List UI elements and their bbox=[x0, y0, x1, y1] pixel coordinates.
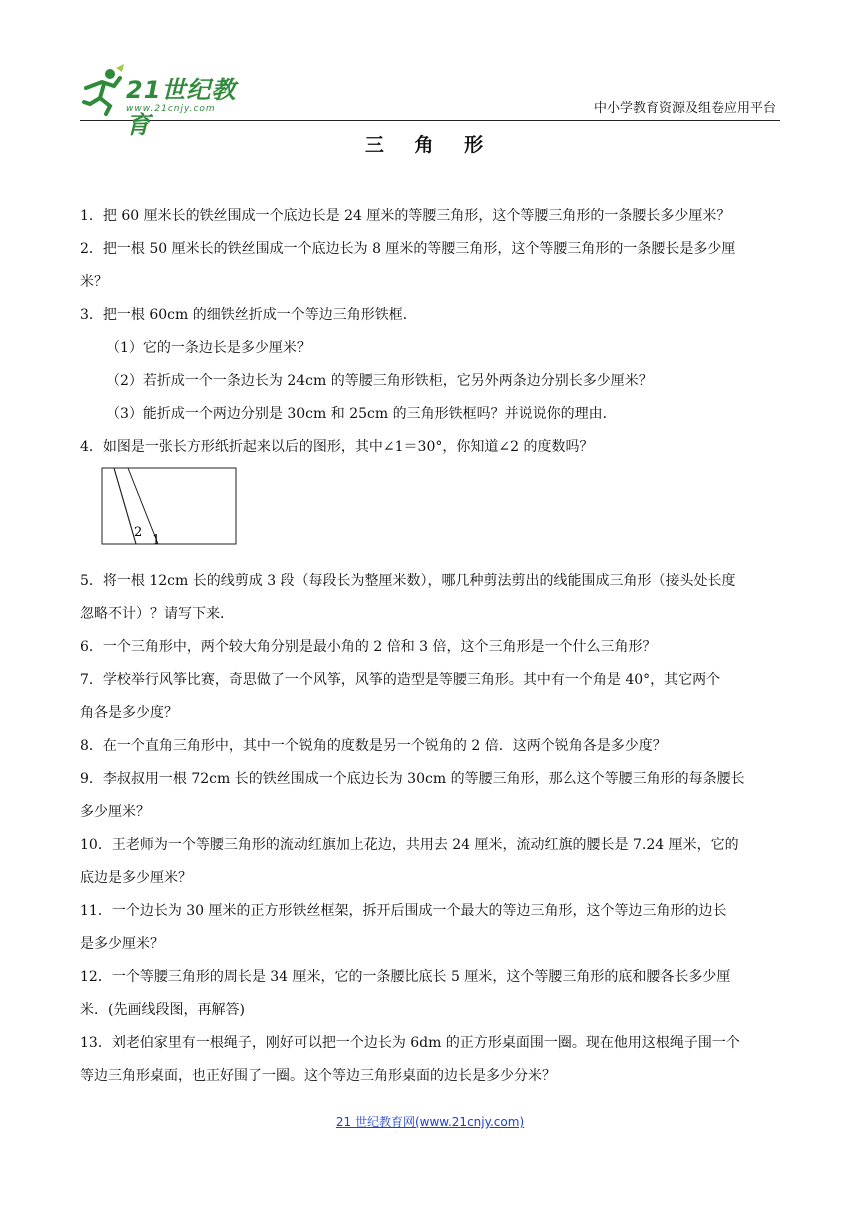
question-8: 8．在一个直角三角形中，其中一个锐角的度数是另一个锐角的 2 倍．这两个锐角各是多少度？ bbox=[80, 738, 667, 754]
question-5-continued: 忽略不计）？请写下来． bbox=[80, 606, 234, 622]
question-10: 10．王老师为一个等腰三角形的流动红旗加上花边，共用去 24 厘米，流动红旗的腰长是 7.24 厘米，它的 bbox=[80, 837, 739, 853]
question-7-continued: 角各是多少度？ bbox=[80, 705, 178, 721]
question-3-part-2: （2）若折成一个一条边长为 24cm 的等腰三角形铁柜，它另外两条边分别长多少厘米？ bbox=[106, 373, 653, 389]
question-10-continued: 底边是多少厘米？ bbox=[80, 870, 192, 886]
question-12-continued: 米．(先画线段图，再解答) bbox=[80, 1002, 245, 1018]
question-3-part-3: （3）能折成一个两边分别是 30cm 和 25cm 的三角形铁框吗？并说说你的理由． bbox=[106, 406, 617, 422]
question-9: 9．李叔叔用一根 72cm 长的铁丝围成一个底边长为 30cm 的等腰三角形，那么这个等腰三角形的每条腰长 bbox=[80, 771, 745, 787]
page-title: 三 角 形 bbox=[364, 134, 496, 156]
question-3: 3．把一根 60cm 的细铁丝折成一个等边三角形铁框． bbox=[80, 307, 417, 323]
question-list bbox=[80, 200, 780, 1093]
site-logo bbox=[80, 64, 260, 139]
question-2-continued: 米？ bbox=[80, 274, 108, 290]
question-7: 7．学校举行风筝比赛，奇思做了一个风筝，风筝的造型是等腰三角形。其中有一个角是 40°，其它两个 bbox=[80, 672, 721, 688]
question-1: 1．把 60 厘米长的铁丝围成一个底边长是 24 厘米的等腰三角形，这个等腰三角形的一条腰长多少厘米？ bbox=[80, 208, 731, 224]
platform-name: 中小学教育资源及组卷应用平台 bbox=[593, 101, 776, 116]
question-5: 5．将一根 12cm 长的线剪成 3 段（每段长为整厘米数），哪几种剪法剪出的线能围成三角形（接头处长度 bbox=[80, 573, 736, 589]
question-13-continued: 等边三角形桌面，也正好围了一圈。这个等边三角形桌面的边长是多少分米？ bbox=[80, 1068, 556, 1084]
question-9-continued: 多少厘米？ bbox=[80, 804, 150, 820]
angle-1-label: 1 bbox=[152, 533, 161, 548]
folded-paper-figure bbox=[100, 466, 240, 548]
runner-logo-icon bbox=[80, 64, 126, 116]
question-11: 11．一个边长为 30 厘米的正方形铁丝框架，拆开后围成一个最大的等边三角形，这个等边三角形的边长 bbox=[80, 903, 727, 919]
logo-text: 21世纪教育 bbox=[126, 76, 237, 139]
question-2: 2．把一根 50 厘米长的铁丝围成一个底边长为 8 厘米的等腰三角形，这个等腰三角形的一条腰长是多少厘 bbox=[80, 241, 736, 257]
page-header bbox=[80, 62, 780, 139]
question-12: 12．一个等腰三角形的周长是 34 厘米，它的一条腰比底长 5 厘米，这个等腰三角形的底和腰各长多少厘 bbox=[80, 969, 731, 985]
angle-2-label: 2 bbox=[134, 525, 143, 540]
question-4: 4．如图是一张长方形纸折起来以后的图形，其中∠1＝30°，你知道∠2 的度数吗？ bbox=[80, 439, 594, 455]
question-13: 13．刘老伯家里有一根绳子，刚好可以把一个边长为 6dm 的正方形桌面围一圈。现在他用这根绳子围一个 bbox=[80, 1035, 740, 1051]
page-footer bbox=[0, 1113, 860, 1130]
logo-url: www.21cnjy.com bbox=[126, 104, 216, 114]
question-11-continued: 是多少厘米？ bbox=[80, 936, 164, 952]
question-6: 6．一个三角形中，两个较大角分别是最小角的 2 倍和 3 倍，这个三角形是一个什么三角形？ bbox=[80, 639, 657, 655]
question-3-part-1: （1）它的一条边长是多少厘米？ bbox=[106, 340, 311, 356]
footer-link[interactable]: 21 世纪教育网(www.21cnjy.com) bbox=[335, 1115, 525, 1129]
